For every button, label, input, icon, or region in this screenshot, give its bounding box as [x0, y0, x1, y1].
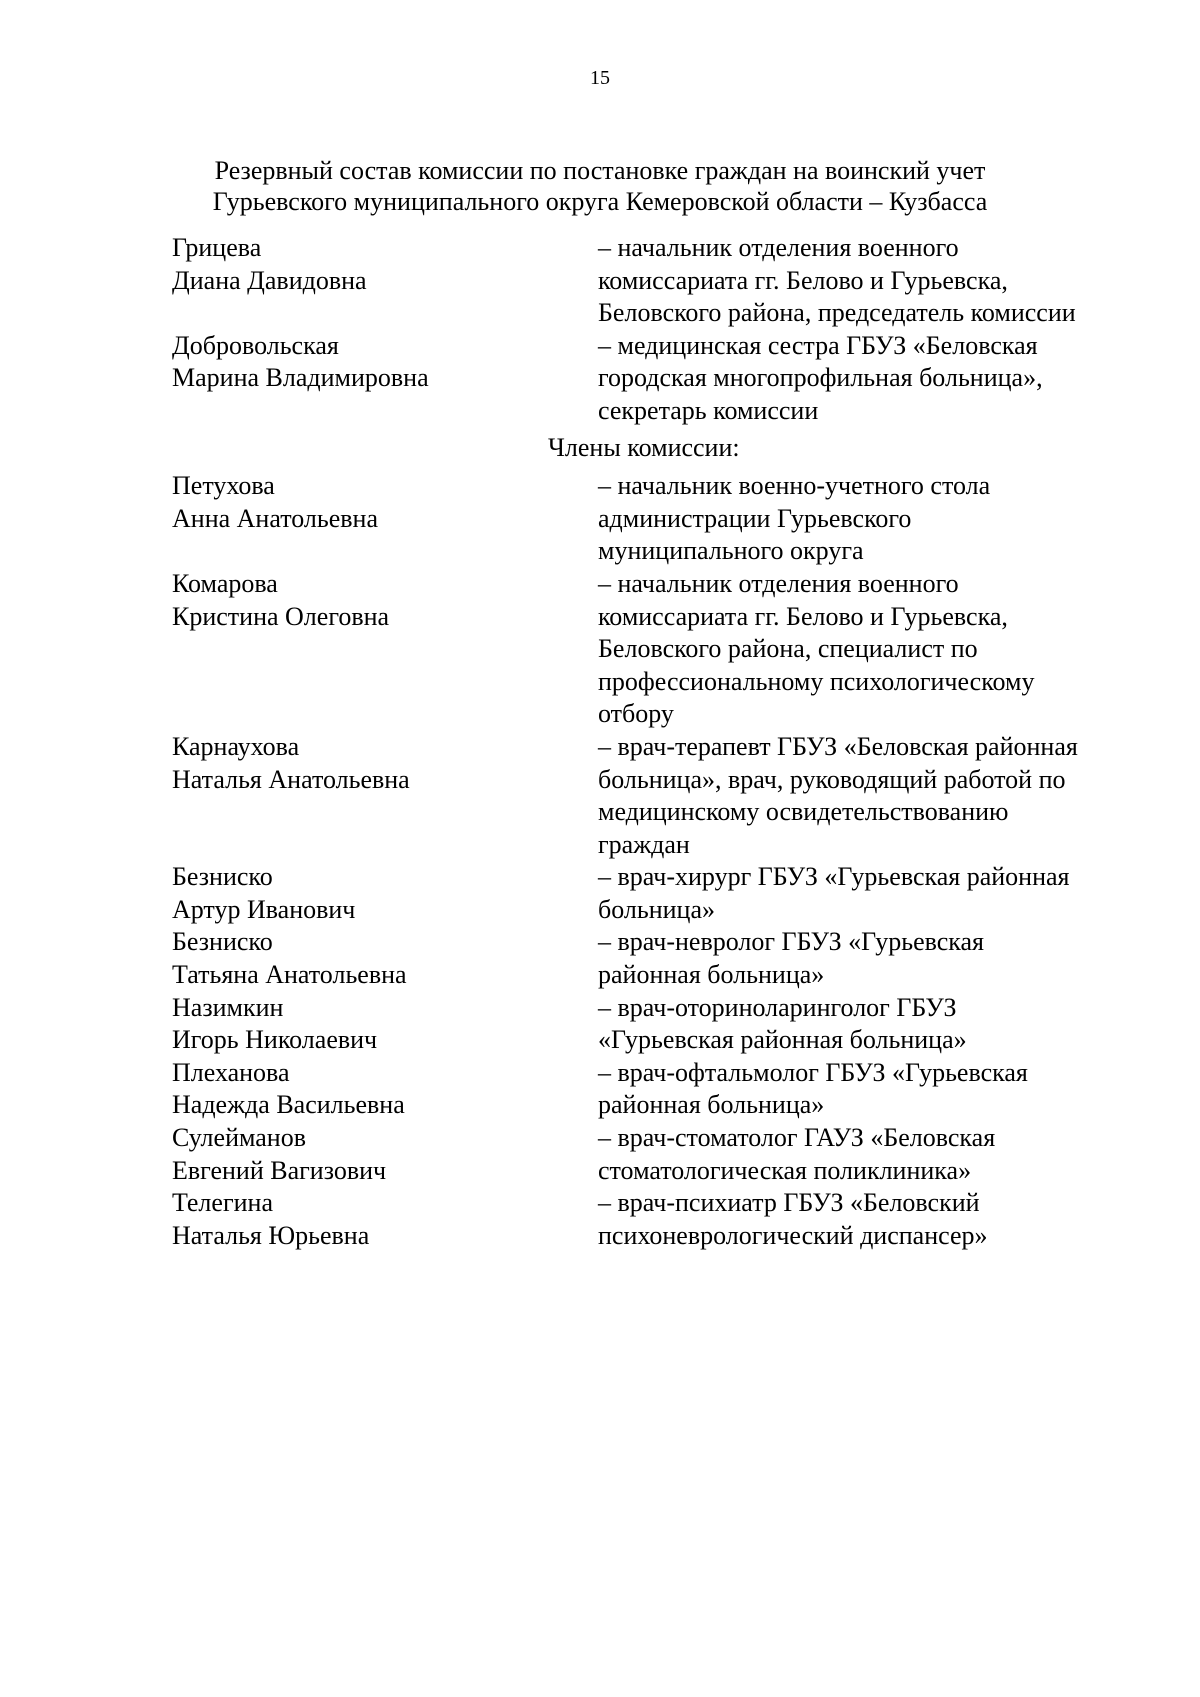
person-name	[172, 1057, 598, 1122]
person-surname: Сулейманов	[172, 1123, 306, 1153]
person-given-names: Евгений Вагизович	[172, 1155, 387, 1185]
role-line: секретарь комиссии	[598, 395, 819, 425]
person-name	[172, 568, 598, 731]
role-line: Беловского района, председатель комиссии	[598, 298, 1076, 328]
role-line: Беловского района, специалист по	[598, 634, 978, 664]
commission-list	[172, 232, 1132, 1252]
person-given-names: Анна Анатольевна	[172, 503, 378, 533]
person-name	[172, 232, 598, 330]
person-role	[598, 1057, 1132, 1122]
members-heading: Члены комиссии:	[548, 432, 740, 462]
role-line: стоматологическая поликлиника»	[598, 1155, 972, 1185]
role-line: – начальник отделения военного	[598, 568, 959, 598]
person-name	[172, 1187, 598, 1252]
person-given-names: Артур Иванович	[172, 894, 356, 924]
role-line: городская многопрофильная больница»,	[598, 363, 1043, 393]
role-line: – врач-психиатр ГБУЗ «Беловский	[598, 1188, 980, 1218]
document-title	[0, 155, 1200, 217]
person-role	[598, 861, 1132, 926]
person-given-names: Татьяна Анатольевна	[172, 960, 407, 990]
person-surname: Петухова	[172, 471, 275, 501]
title-line-1: Резервный состав комиссии по постановке граждан на воинский учет	[214, 156, 986, 185]
person-name	[172, 861, 598, 926]
role-line: – врач-офтальмолог ГБУЗ «Гурьевская	[598, 1057, 1028, 1087]
person-role	[598, 330, 1132, 428]
person-surname: Комарова	[172, 568, 278, 598]
person-given-names: Диана Давидовна	[172, 265, 367, 295]
role-line: – врач-терапевт ГБУЗ «Беловская районная	[598, 731, 1078, 761]
role-line: профессиональному психологическому	[598, 666, 1035, 696]
role-line: муниципального округа	[598, 536, 864, 566]
role-line: комиссариата гг. Белово и Гурьевска,	[598, 265, 1008, 295]
commission-entry-chair	[172, 232, 1132, 330]
commission-entry	[172, 731, 1132, 861]
commission-entry-secretary	[172, 330, 1132, 428]
person-role	[598, 926, 1132, 991]
person-name	[172, 926, 598, 991]
person-surname: Назимкин	[172, 992, 284, 1022]
person-role	[598, 232, 1132, 330]
person-name	[172, 470, 598, 568]
role-line: медицинскому освидетельствованию	[598, 797, 1009, 827]
role-line: психоневрологический диспансер»	[598, 1220, 988, 1250]
role-line: – начальник военно-учетного стола	[598, 471, 991, 501]
role-line: районная больница»	[598, 1090, 825, 1120]
commission-entry	[172, 1057, 1132, 1122]
role-line: – начальник отделения военного	[598, 233, 959, 262]
person-given-names: Наталья Юрьевна	[172, 1220, 370, 1250]
person-name	[172, 731, 598, 861]
commission-entry	[172, 1187, 1132, 1252]
role-line: – врач-стоматолог ГАУЗ «Беловская	[598, 1123, 996, 1153]
person-given-names: Игорь Николаевич	[172, 1025, 378, 1055]
role-line: больница»	[598, 894, 715, 924]
role-line: комиссариата гг. Белово и Гурьевска,	[598, 601, 1008, 631]
person-surname: Карнаухова	[172, 731, 300, 761]
commission-entry	[172, 926, 1132, 991]
role-line: «Гурьевская районная больница»	[598, 1025, 967, 1055]
person-name	[172, 1122, 598, 1187]
person-given-names: Наталья Анатольевна	[172, 764, 410, 794]
page-number: 15	[590, 67, 610, 89]
person-surname: Безниско	[172, 927, 273, 957]
title-line-2: Гурьевского муниципального округа Кемеровской области – Кузбасса	[212, 187, 988, 216]
commission-entry	[172, 992, 1132, 1057]
person-name	[172, 992, 598, 1057]
role-line: – врач-оториноларинголог ГБУЗ	[598, 992, 957, 1022]
person-given-names: Кристина Олеговна	[172, 601, 390, 631]
role-line: граждан	[598, 829, 690, 859]
person-role	[598, 470, 1132, 568]
person-name	[172, 330, 598, 428]
role-line: – медицинская сестра ГБУЗ «Беловская	[598, 330, 1038, 360]
person-surname: Телегина	[172, 1188, 273, 1218]
commission-entry	[172, 568, 1132, 731]
person-role	[598, 1122, 1132, 1187]
person-surname: Добровольская	[172, 330, 339, 360]
person-surname: Грицева	[172, 233, 262, 262]
role-line: больница», врач, руководящий работой по	[598, 764, 1066, 794]
commission-entry	[172, 1122, 1132, 1187]
role-line: – врач-хирург ГБУЗ «Гурьевская районная	[598, 862, 1070, 892]
person-given-names: Надежда Васильевна	[172, 1090, 405, 1120]
person-role	[598, 568, 1132, 731]
role-line: отбору	[598, 699, 674, 729]
role-line: районная больница»	[598, 960, 825, 990]
person-surname: Безниско	[172, 862, 273, 892]
role-line: – врач-невролог ГБУЗ «Гурьевская	[598, 927, 985, 957]
role-line: администрации Гурьевского	[598, 503, 912, 533]
commission-entry	[172, 470, 1132, 568]
person-surname: Плеханова	[172, 1057, 290, 1087]
person-role	[598, 992, 1132, 1057]
person-given-names: Марина Владимировна	[172, 363, 429, 393]
person-role	[598, 1187, 1132, 1252]
person-role	[598, 731, 1132, 861]
commission-entry	[172, 861, 1132, 926]
